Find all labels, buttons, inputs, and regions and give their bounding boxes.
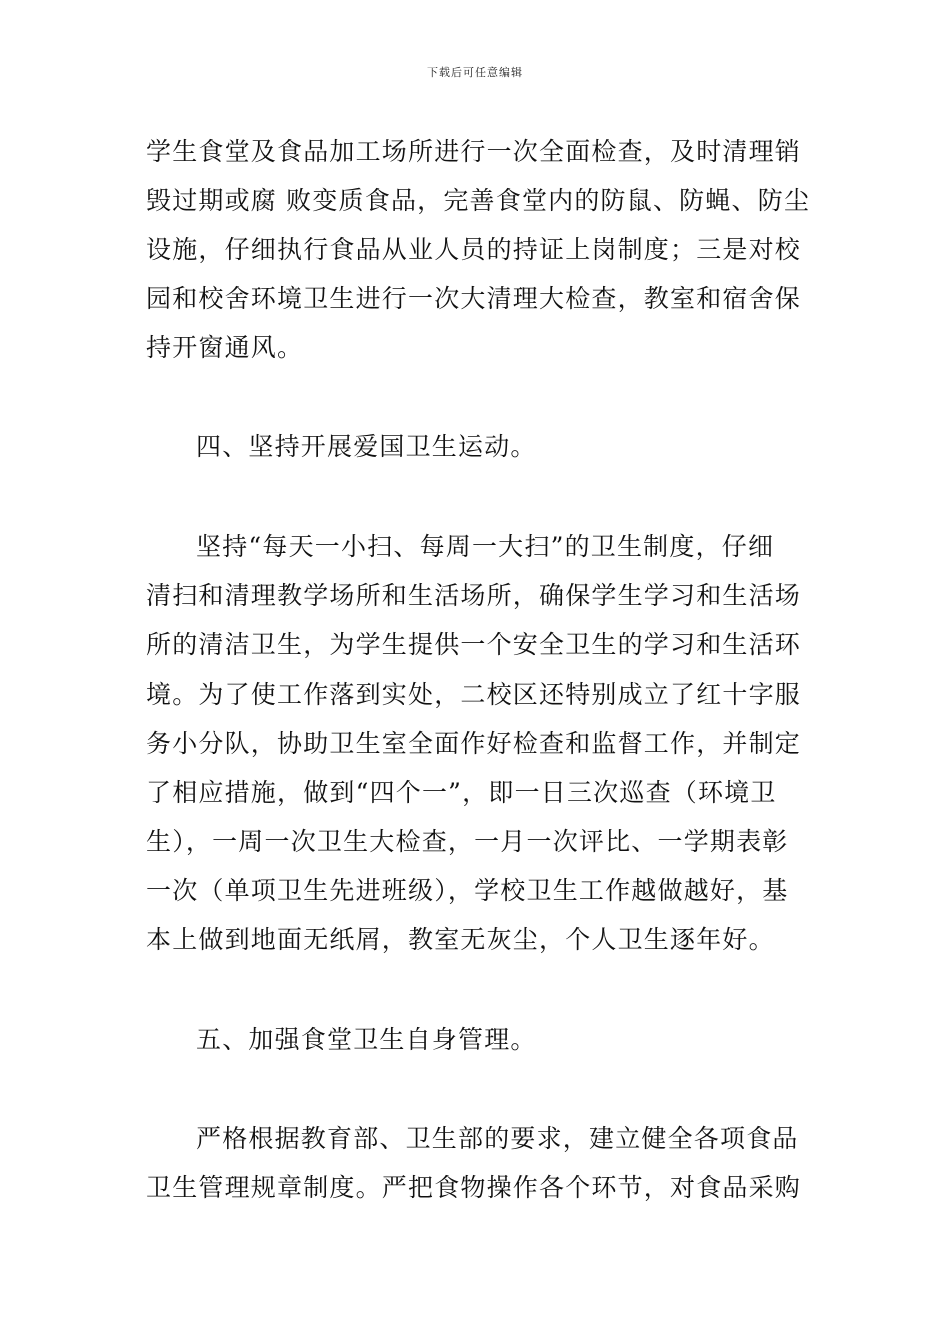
text-line: 卫生管理规章制度。严把食物操作各个环节，对食品采购 [146,1173,802,1202]
text-line: 生），一周一次卫生大检查，一月一次评比、一学期表彰 [146,827,789,856]
text-line: 园和校舍环境卫生进行一次大清理大检查，教室和宿舍保 [146,284,802,313]
text-line: 境。为了使工作落到实处，二校区还特别成立了红十字服 [146,680,802,709]
text-line: 持开窗通风。 [146,333,304,362]
text-line: 了相应措施，做到“四个一”，即一日三次巡查（环境卫 [146,778,777,807]
text-line: 学生食堂及食品加工场所进行一次全面检查，及时清理销 [146,137,802,166]
text-line: 一次（单项卫生先进班级），学校卫生工作越做越好，基 [146,876,789,905]
text-line: 务小分队，协助卫生室全面作好检查和监督工作，并制定 [146,729,802,758]
text-line: 清扫和清理教学场所和生活场所，确保学生学习和生活场 [146,581,802,610]
text-line: 所的清洁卫生，为学生提供一个安全卫生的学习和生活环 [146,630,802,659]
text-line: 设施，仔细执行食品从业人员的持证上岗制度；三是对校 [146,235,802,264]
section-heading: 五、加强食堂卫生自身管理。 [196,1025,537,1054]
paragraph-first-line: 坚持“每天一小扫、每周一大扫”的卫生制度，仔细 [196,532,775,561]
section-heading: 四、坚持开展爱国卫生运动。 [196,432,537,461]
text-line: 本上做到地面无纸屑，教室无灰尘，个人卫生逐年好。 [146,925,775,954]
text-line: 毁过期或腐 败变质食品，完善食堂内的防鼠、防蝇、防尘 [146,186,811,215]
paragraph-first-line: 严格根据教育部、卫生部的要求，建立健全各项食品 [196,1124,799,1153]
page-header: 下载后可任意编辑 [427,66,523,79]
